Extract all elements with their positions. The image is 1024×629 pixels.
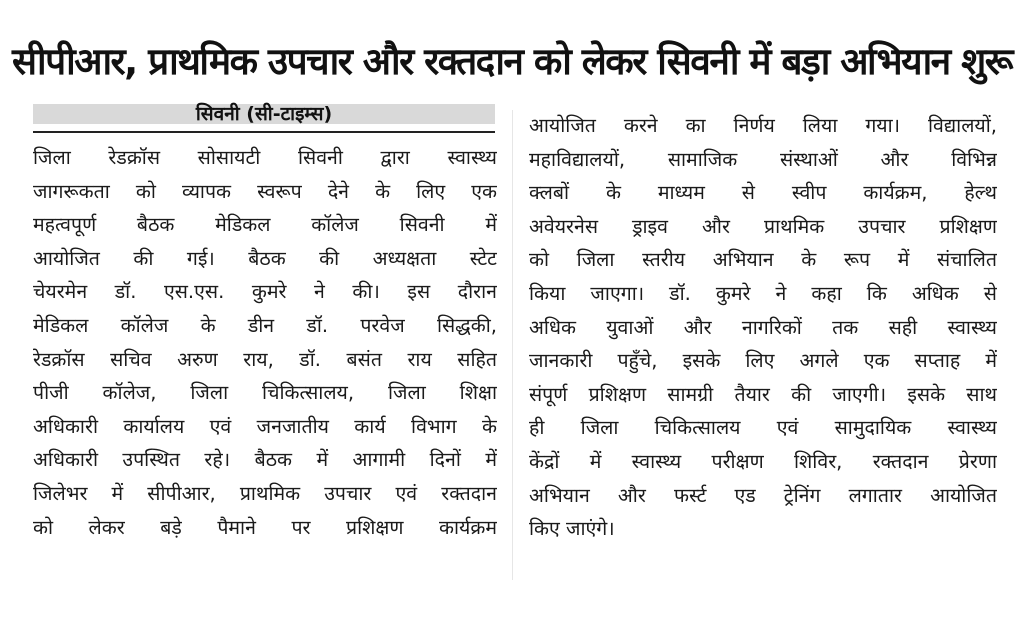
text-line: आयोजित की गई। बैठक की अध्यक्षता स्टेट bbox=[33, 246, 497, 270]
text-line: जिला रेडक्रॉस सोसायटी सिवनी द्वारा स्वास्थ्य bbox=[33, 146, 497, 169]
text-line: किए जाएंगे। bbox=[529, 517, 615, 541]
text-line: पीजी कॉलेज, जिला चिकित्सालय, जिला शिक्षा bbox=[33, 381, 497, 405]
text-line: अधिक युवाओं और नागरिकों तक सही स्वास्थ्य bbox=[529, 315, 997, 339]
text-line: अधिकारी कार्यालय एवं जनजातीय कार्य विभाग के bbox=[33, 414, 497, 438]
column-divider bbox=[512, 110, 513, 580]
text-line: क्लबों के माध्यम से स्वीप कार्यक्रम, हेल्थ bbox=[529, 181, 997, 205]
text-line: को लेकर बड़े पैमाने पर प्रशिक्षण कार्यक्रम bbox=[33, 515, 497, 539]
text-line: महाविद्यालयों, सामाजिक संस्थाओं और विभिन्न bbox=[529, 147, 997, 171]
text-line: जागरूकता को व्यापक स्वरूप देने के लिए एक bbox=[33, 179, 497, 203]
article-column-right bbox=[529, 109, 997, 546]
text-line: ही जिला चिकित्सालय एवं सामुदायिक स्वास्थ्य bbox=[529, 416, 997, 440]
article-column-left bbox=[33, 141, 497, 544]
text-line: महत्वपूर्ण बैठक मेडिकल कॉलेज सिवनी में bbox=[33, 213, 497, 237]
text-line: अभियान और फर्स्ट एड ट्रेनिंग लगातार आयोजित bbox=[529, 483, 997, 507]
text-line: अधिकारी उपस्थित रहे। बैठक में आगामी दिनों में bbox=[33, 448, 497, 472]
text-line: संपूर्ण प्रशिक्षण सामग्री तैयार की जाएगी। इसके साथ bbox=[529, 382, 997, 406]
text-line: मेडिकल कॉलेज के डीन डॉ. परवेज सिद्धकी, bbox=[33, 313, 497, 337]
text-line: आयोजित करने का निर्णय लिया गया। विद्यालयों, bbox=[529, 114, 997, 137]
text-line: को जिला स्तरीय अभियान के रूप में संचालित bbox=[529, 248, 997, 272]
text-line: केंद्रों में स्वास्थ्य परीक्षण शिविर, रक्तदान प्रेरणा bbox=[529, 449, 997, 473]
article-headline: सीपीआर, प्राथमिक उपचार और रक्तदान को लेकर सिवनी में बड़ा अभियान शुरू bbox=[12, 40, 1012, 83]
dateline: सिवनी (सी-टाइम्स) bbox=[195, 103, 333, 125]
text-line: अवेयरनेस ड्राइव और प्राथमिक उपचार प्रशिक्षण bbox=[529, 214, 997, 238]
text-line: चेयरमेन डॉ. एस.एस. कुमरे ने की। इस दौरान bbox=[33, 280, 497, 304]
text-line: जानकारी पहुँचे, इसके लिए अगले एक सप्ताह में bbox=[529, 349, 997, 373]
text-line: जिलेभर में सीपीआर, प्राथमिक उपचार एवं रक्तदान bbox=[33, 481, 497, 505]
text-line: किया जाएगा। डॉ. कुमरे ने कहा कि अधिक से bbox=[529, 281, 997, 305]
dateline-rule bbox=[33, 131, 495, 133]
text-line: रेडक्रॉस सचिव अरुण राय, डॉ. बसंत राय सहित bbox=[33, 347, 497, 371]
